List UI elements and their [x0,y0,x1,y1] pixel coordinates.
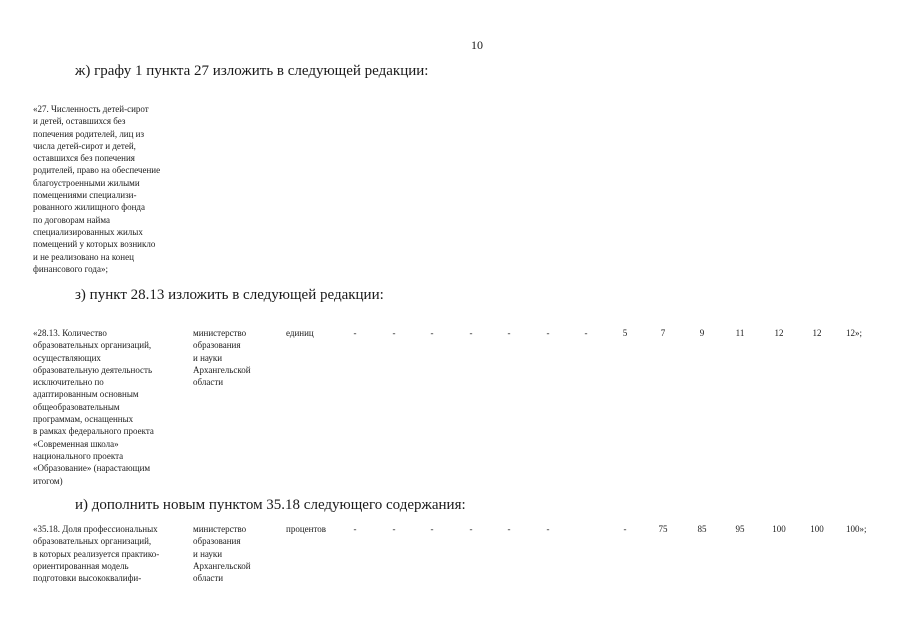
text-line: адаптированным основным [33,389,139,400]
section-heading-z: з) пункт 28.13 изложить в следующей редакции: [75,287,384,303]
value-cell: - [469,328,473,338]
value-cell: - [392,524,396,534]
value-cell: - [430,328,434,338]
text-line: «27. Численность детей-сирот [33,104,149,114]
text-line: образования [193,536,241,547]
value-cell: 11 [735,328,745,338]
text-line: «Образование» (нарастающим [33,463,151,474]
indicator-name [33,327,193,487]
value-cell: - [623,524,627,534]
value-cell: 100 [772,524,786,534]
text-line: числа детей-сирот и детей, [33,140,136,151]
text-line: подготовки высококвалифи- [33,573,142,584]
text-line: родителей, право на обеспечение [33,165,161,176]
text-line: рованного жилищного фонда [33,202,146,213]
text-line: помещениями специализи- [33,190,137,201]
text-line: по договорам найма [33,214,110,225]
value-cell: 12»; [846,328,863,338]
text-line: и науки [193,548,223,559]
value-cell: - [546,328,550,338]
value-cell: 5 [622,328,628,338]
text-line: общеобразовательным [33,401,120,412]
item-27-text [33,103,193,275]
value-cell: - [507,524,511,534]
unit-of-measure: единиц [286,328,314,338]
text-line: ориентированная модель [33,560,129,571]
text-line: области [193,377,224,388]
text-line: Архангельской [193,364,251,375]
text-line: оставшихся без попечения [33,153,135,164]
text-line: благоустроенными жилыми [33,177,140,188]
text-line: исключительно по [33,377,104,388]
text-line: Архангельской [193,560,251,571]
value-cell: 12 [812,328,822,338]
text-line: образовательную деятельность [33,364,153,375]
value-cell: 12 [774,328,784,338]
text-line: осуществляющих [33,352,101,363]
value-cell: - [507,328,511,338]
value-cell: - [584,328,588,338]
text-line: попечения родителей, лиц из [33,128,145,139]
responsible-organization [193,523,273,584]
value-cell: 7 [660,328,666,338]
value-cell: - [469,524,473,534]
value-cell: 9 [699,328,705,338]
text-line: и детей, оставшихся без [33,116,126,127]
text-line: финансового года»; [33,263,108,274]
text-line: в которых реализуется практико- [33,548,160,559]
text-line: «28.13. Количество [33,328,107,338]
value-cell: - [392,328,396,338]
value-cell: - [430,524,434,534]
section-heading-zh: ж) графу 1 пункта 27 изложить в следующей редакции: [75,63,429,79]
text-line: образовательных организаций, [33,536,152,547]
value-cell: - [353,524,357,534]
unit-of-measure: процентов [286,524,327,534]
text-line: итогом) [33,475,63,486]
section-heading-i: и) дополнить новым пунктом 35.18 следующего содержания: [75,497,466,513]
text-line: «35.18. Доля профессиональных [33,524,158,534]
value-cell: 100»; [846,524,867,534]
text-line: министерство [193,524,247,534]
text-line: помещений у которых возникло [33,239,156,250]
text-line: образования [193,340,241,351]
value-cell: 95 [735,524,745,534]
page-number: 10 [471,38,483,52]
text-line: и не реализовано на конец [33,251,134,262]
text-line: образовательных организаций, [33,340,152,351]
indicator-name [33,523,193,584]
text-line: программам, оснащенных [33,414,134,425]
text-line: специализированных жилых [33,226,143,237]
text-line: и науки [193,352,223,363]
text-line: в рамках федерального проекта [33,426,154,437]
value-cell: 100 [810,524,824,534]
text-line: области [193,573,224,584]
value-cell: - [353,328,357,338]
text-line: министерство [193,328,247,338]
value-cell: - [546,524,550,534]
value-cell: 75 [658,524,668,534]
value-cell: 85 [697,524,707,534]
responsible-organization [193,327,273,388]
text-line: национального проекта [33,450,124,461]
text-line: «Современная школа» [33,438,119,449]
